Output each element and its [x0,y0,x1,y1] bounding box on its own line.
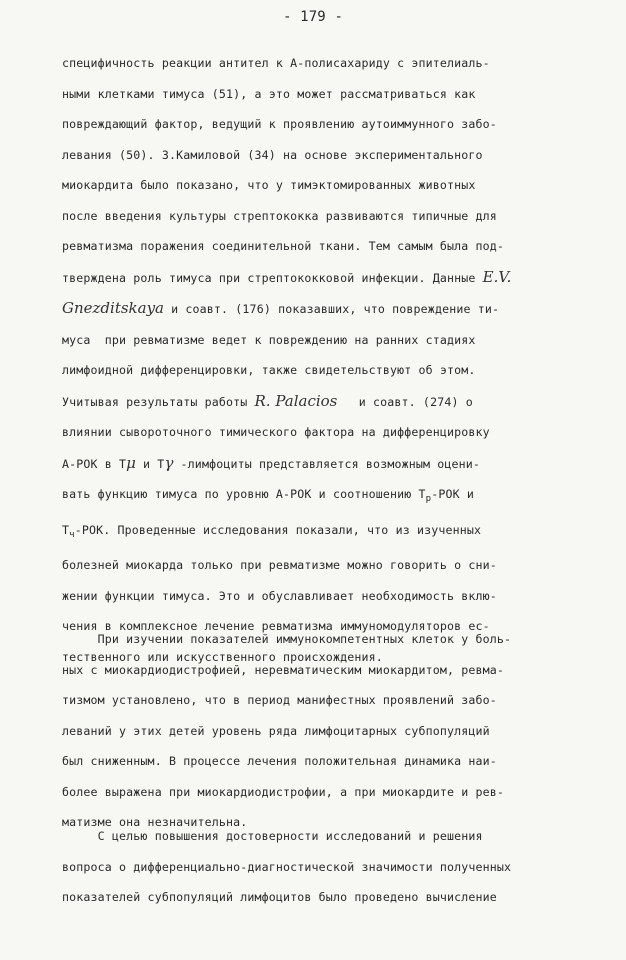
text-line: С целью повышения достоверности исследований и решения [62,829,483,843]
text-line: -РОК и [431,487,474,501]
text-line: левания (50). З.Камиловой (34) на основе экспериментального [62,147,483,162]
text-line: ревматизма поражения соединительной ткани. Тем самым была под- [62,239,505,253]
text-line: миокардита было показано, что у тимэктомированных животных [62,178,476,192]
text-line: тверждена роль тимуса при стрептококковой инфекции. Данные [62,270,483,285]
text-line: чения в комплексное лечение ревматизма иммуномодуляторов ес- [62,619,490,633]
subscript: ч [69,529,75,540]
text-line: ных с миокардиодистрофией, неревматическим миокардитом, ревма- [62,662,505,677]
text-line: леваний у этих детей уровень ряда лимфоцитарных субпопуляций [62,723,490,738]
text-line: жении функции тимуса. Это и обуславливает необходимость вклю- [62,588,497,603]
handwritten-author-name: R. Palacios [254,391,338,410]
text-line: более выражена при миокардиодистрофии, а при миокардите и рев- [62,784,505,799]
text-line: и Т [135,456,165,471]
text-line: и соавт. (176) показавших, что повреждение ти- [164,302,500,316]
paragraph-3 [62,821,622,913]
text-line: -лимфоциты представляется возможным оцени- [173,456,481,471]
text-line: болезней миокарда только при ревматизме можно говорить о сни- [62,558,497,572]
text-line: после введения культуры стрептококка развиваются типичные для [62,208,497,223]
text-line: тественного или искусственного происхождения. [62,649,383,664]
text-line: повреждающий фактор, ведущий к проявлению аутоиммунного забо- [62,117,497,131]
handwritten-initials: E.V. [482,267,512,286]
text-line: был сниженным. В процессе лечения положительная динамика наи- [62,754,497,768]
text-line: вопроса о дифференциально-диагностической значимости полученных [62,859,512,874]
paragraph-1 [62,48,622,672]
text-line: показателей субпопуляций лимфоцитов было проведено вычисление [62,890,497,904]
text-line: влиянии сывороточного тимического фактора на дифференцировку [62,425,490,439]
text-line: Учитывая результаты работы [62,394,255,409]
text-line: муса при ревматизме ведет к повреждению на ранних стадиях [62,332,476,347]
text-line: матизме она незначительна. [62,815,248,829]
text-line: тизмом установлено, что в период манифестных проявлений забо- [62,693,497,707]
text-line: ными клетками тимуса (51), а это может рассматриваться как [62,86,476,101]
paragraph-2 [62,624,622,838]
page-number: - 179 - [282,9,344,25]
subscript: р [425,494,432,504]
text-line: и соавт. (274) о [337,394,473,409]
text-line: -РОК. Проведенные исследования показали, что из изученных [74,522,482,537]
text-line: А-РОК в Т [62,456,127,471]
text-line: При изучении показателей иммунокомпетентных клеток у боль- [62,632,512,646]
text-line: Т [62,522,70,537]
text-line: вать функцию тимуса по уровню А-РОК и соотношению Т [62,487,426,501]
handwritten-symbol: γ [164,453,174,472]
handwritten-symbol: μ [126,453,136,472]
handwritten-author-name: Gnezditskaya [62,299,164,317]
text-line: специфичность реакции антител к А-полисахариду с эпителиаль- [62,56,490,70]
text-line: лимфоидной дифференцировки, также свидетельствуют об этом. [62,363,476,377]
